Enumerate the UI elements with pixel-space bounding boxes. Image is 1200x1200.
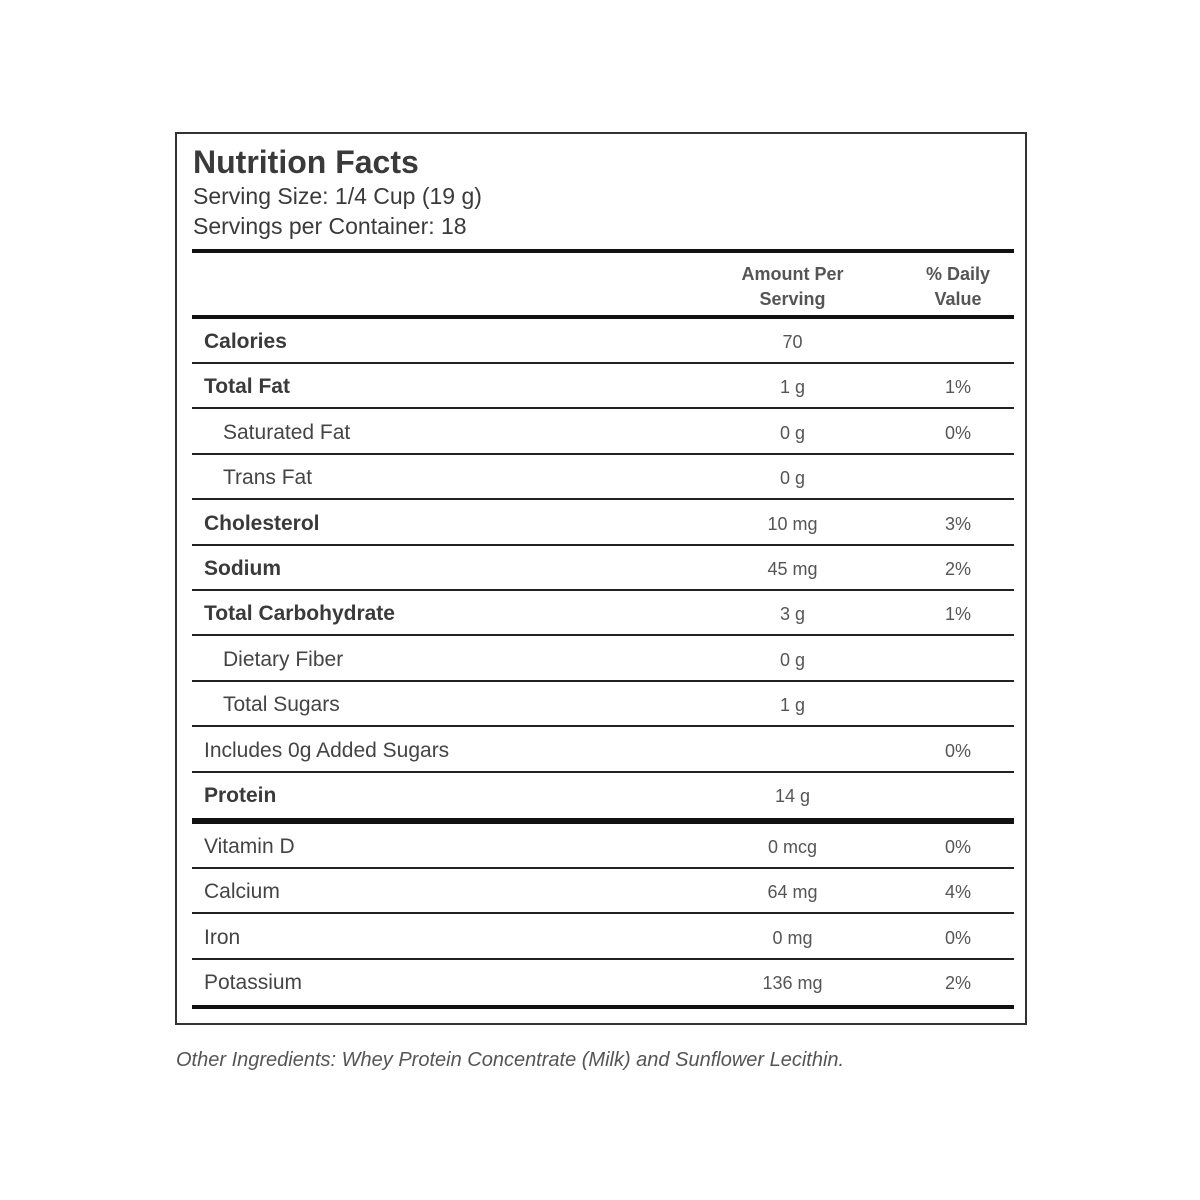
nutrient-daily-value: 0% xyxy=(944,423,971,443)
nutrient-daily-value: 2% xyxy=(944,559,971,579)
nutrient-name: Total Sugars xyxy=(223,693,340,716)
table-row xyxy=(192,319,1014,364)
nutrient-name: Saturated Fat xyxy=(223,421,351,444)
nutrient-name: Trans Fat xyxy=(223,466,313,489)
table-row xyxy=(192,591,1014,636)
row-divider xyxy=(192,634,1014,636)
panel-title: Nutrition Facts xyxy=(193,144,419,180)
nutrient-amount: 10 mg xyxy=(767,514,818,534)
table-row xyxy=(192,960,1014,1005)
nutrient-amount: 45 mg xyxy=(767,559,818,579)
table-row xyxy=(192,869,1014,914)
table-row xyxy=(192,501,1014,546)
nutrient-amount: 1 g xyxy=(779,377,806,397)
nutrient-amount: 0 g xyxy=(779,423,806,443)
table-row xyxy=(192,364,1014,409)
amount-per-serving-header: Amount Per Serving xyxy=(741,264,844,309)
table-row xyxy=(192,637,1014,682)
nutrient-name: Protein xyxy=(204,784,277,807)
vitamin-name: Iron xyxy=(204,926,241,949)
table-row xyxy=(192,728,1014,773)
vitamin-daily-value: 2% xyxy=(944,973,971,993)
vitamin-amount: 136 mg xyxy=(762,973,823,993)
vitamin-daily-value: 0% xyxy=(944,837,971,857)
nutrient-name: Cholesterol xyxy=(204,512,320,535)
nutrient-amount: 0 g xyxy=(779,650,806,670)
row-divider xyxy=(192,498,1014,500)
vitamin-name: Potassium xyxy=(204,971,303,994)
table-row xyxy=(192,546,1014,591)
table-row xyxy=(192,773,1014,818)
nutrition-facts-panel xyxy=(175,132,1027,1025)
nutrient-daily-value: 3% xyxy=(944,514,971,534)
table-row xyxy=(192,915,1014,960)
row-divider xyxy=(192,912,1014,914)
bottom-rule xyxy=(192,1005,1014,1009)
nutrient-amount: 1 g xyxy=(779,695,806,715)
nutrient-amount: 70 xyxy=(782,332,803,352)
vitamin-daily-value: 0% xyxy=(944,928,971,948)
top-thick-rule xyxy=(192,249,1014,253)
vitamin-name: Calcium xyxy=(204,880,280,903)
servings-per-container: Servings per Container: 18 xyxy=(193,213,467,239)
nutrient-name: Dietary Fiber xyxy=(223,648,344,671)
column-header-row xyxy=(192,254,1014,316)
nutrient-name: Total Fat xyxy=(204,375,290,398)
vitamin-name: Vitamin D xyxy=(204,835,295,858)
nutrient-amount: 3 g xyxy=(779,604,806,624)
vitamin-amount: 64 mg xyxy=(767,882,818,902)
nutrient-amount: 14 g xyxy=(774,786,811,806)
nutrient-name: Includes 0g Added Sugars xyxy=(204,739,450,762)
row-divider xyxy=(192,407,1014,409)
daily-value-header: % Daily Value xyxy=(925,264,991,309)
other-ingredients-note: Other Ingredients: Whey Protein Concentrate (Milk) and Sunflower Lecithin. xyxy=(176,1049,845,1071)
vitamin-amount: 0 mcg xyxy=(767,837,818,857)
vitamin-daily-value: 4% xyxy=(944,882,971,902)
table-row xyxy=(192,410,1014,455)
vitamin-amount: 0 mg xyxy=(772,928,813,948)
nutrient-daily-value: 0% xyxy=(944,741,971,761)
nutrient-daily-value: 1% xyxy=(944,377,971,397)
nutrient-name: Total Carbohydrate xyxy=(204,602,395,625)
table-row xyxy=(192,824,1014,869)
row-divider xyxy=(192,725,1014,727)
nutrient-name: Sodium xyxy=(204,557,281,580)
table-row xyxy=(192,682,1014,727)
nutrient-daily-value: 1% xyxy=(944,604,971,624)
nutrient-amount: 0 g xyxy=(779,468,806,488)
nutrient-name: Calories xyxy=(204,330,287,353)
table-row xyxy=(192,455,1014,500)
serving-size: Serving Size: 1/4 Cup (19 g) xyxy=(193,183,482,209)
